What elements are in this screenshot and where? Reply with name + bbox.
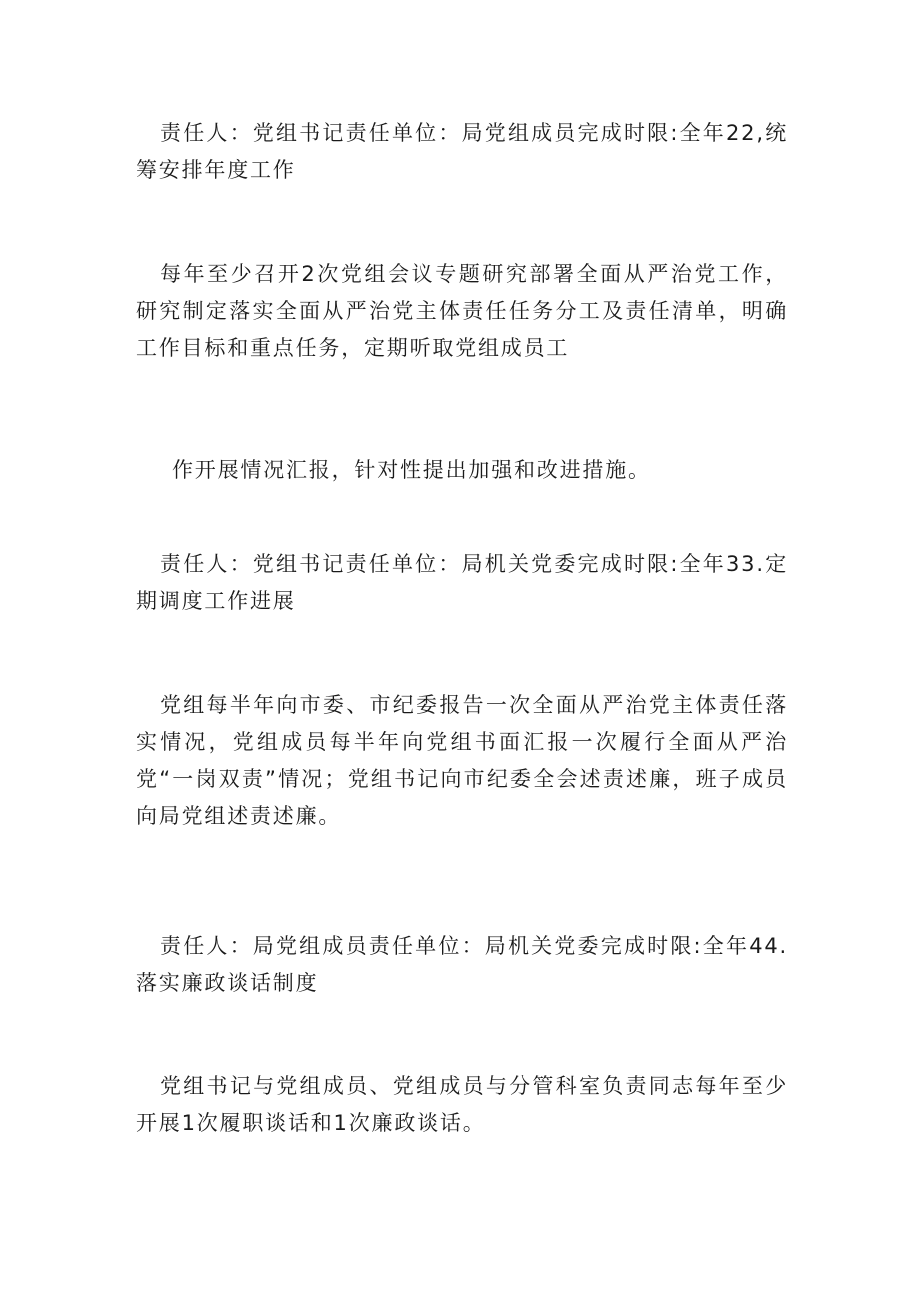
paragraph-party-meetings: 每年至少召开2次党组会议专题研究部署全面从严治党工作，研究制定落实全面从严治党主体责任任务分工及责任清单，明确工作目标和重点任务，定期听取党组成员工	[136, 262, 788, 360]
paragraph-half-year-report: 党组每半年向市委、市纪委报告一次全面从严治党主体责任落实情况，党组成员每半年向党组书面汇报一次履行全面从严治党“一岗双责”情况；党组书记向市纪委全会述责述廉，班子成员向局党组述责述廉。	[136, 693, 788, 828]
paragraph-responsibility-3: 责任人：局党组成员责任单位：局机关党委完成时限:全年44.落实廉政谈话制度	[136, 934, 788, 995]
paragraph-responsibility-1: 责任人：党组书记责任单位：局党组成员完成时限:全年22,统筹安排年度工作	[136, 121, 788, 182]
paragraph-work-report: 作开展情况汇报，针对性提出加强和改进措施。	[172, 458, 651, 482]
paragraph-responsibility-2: 责任人：党组书记责任单位：局机关党委完成时限:全年33.定期调度工作进展	[136, 552, 788, 613]
paragraph-integrity-talks: 党组书记与党组成员、党组成员与分管科室负责同志每年至少开展1次履职谈话和1次廉政谈话。	[136, 1074, 788, 1135]
